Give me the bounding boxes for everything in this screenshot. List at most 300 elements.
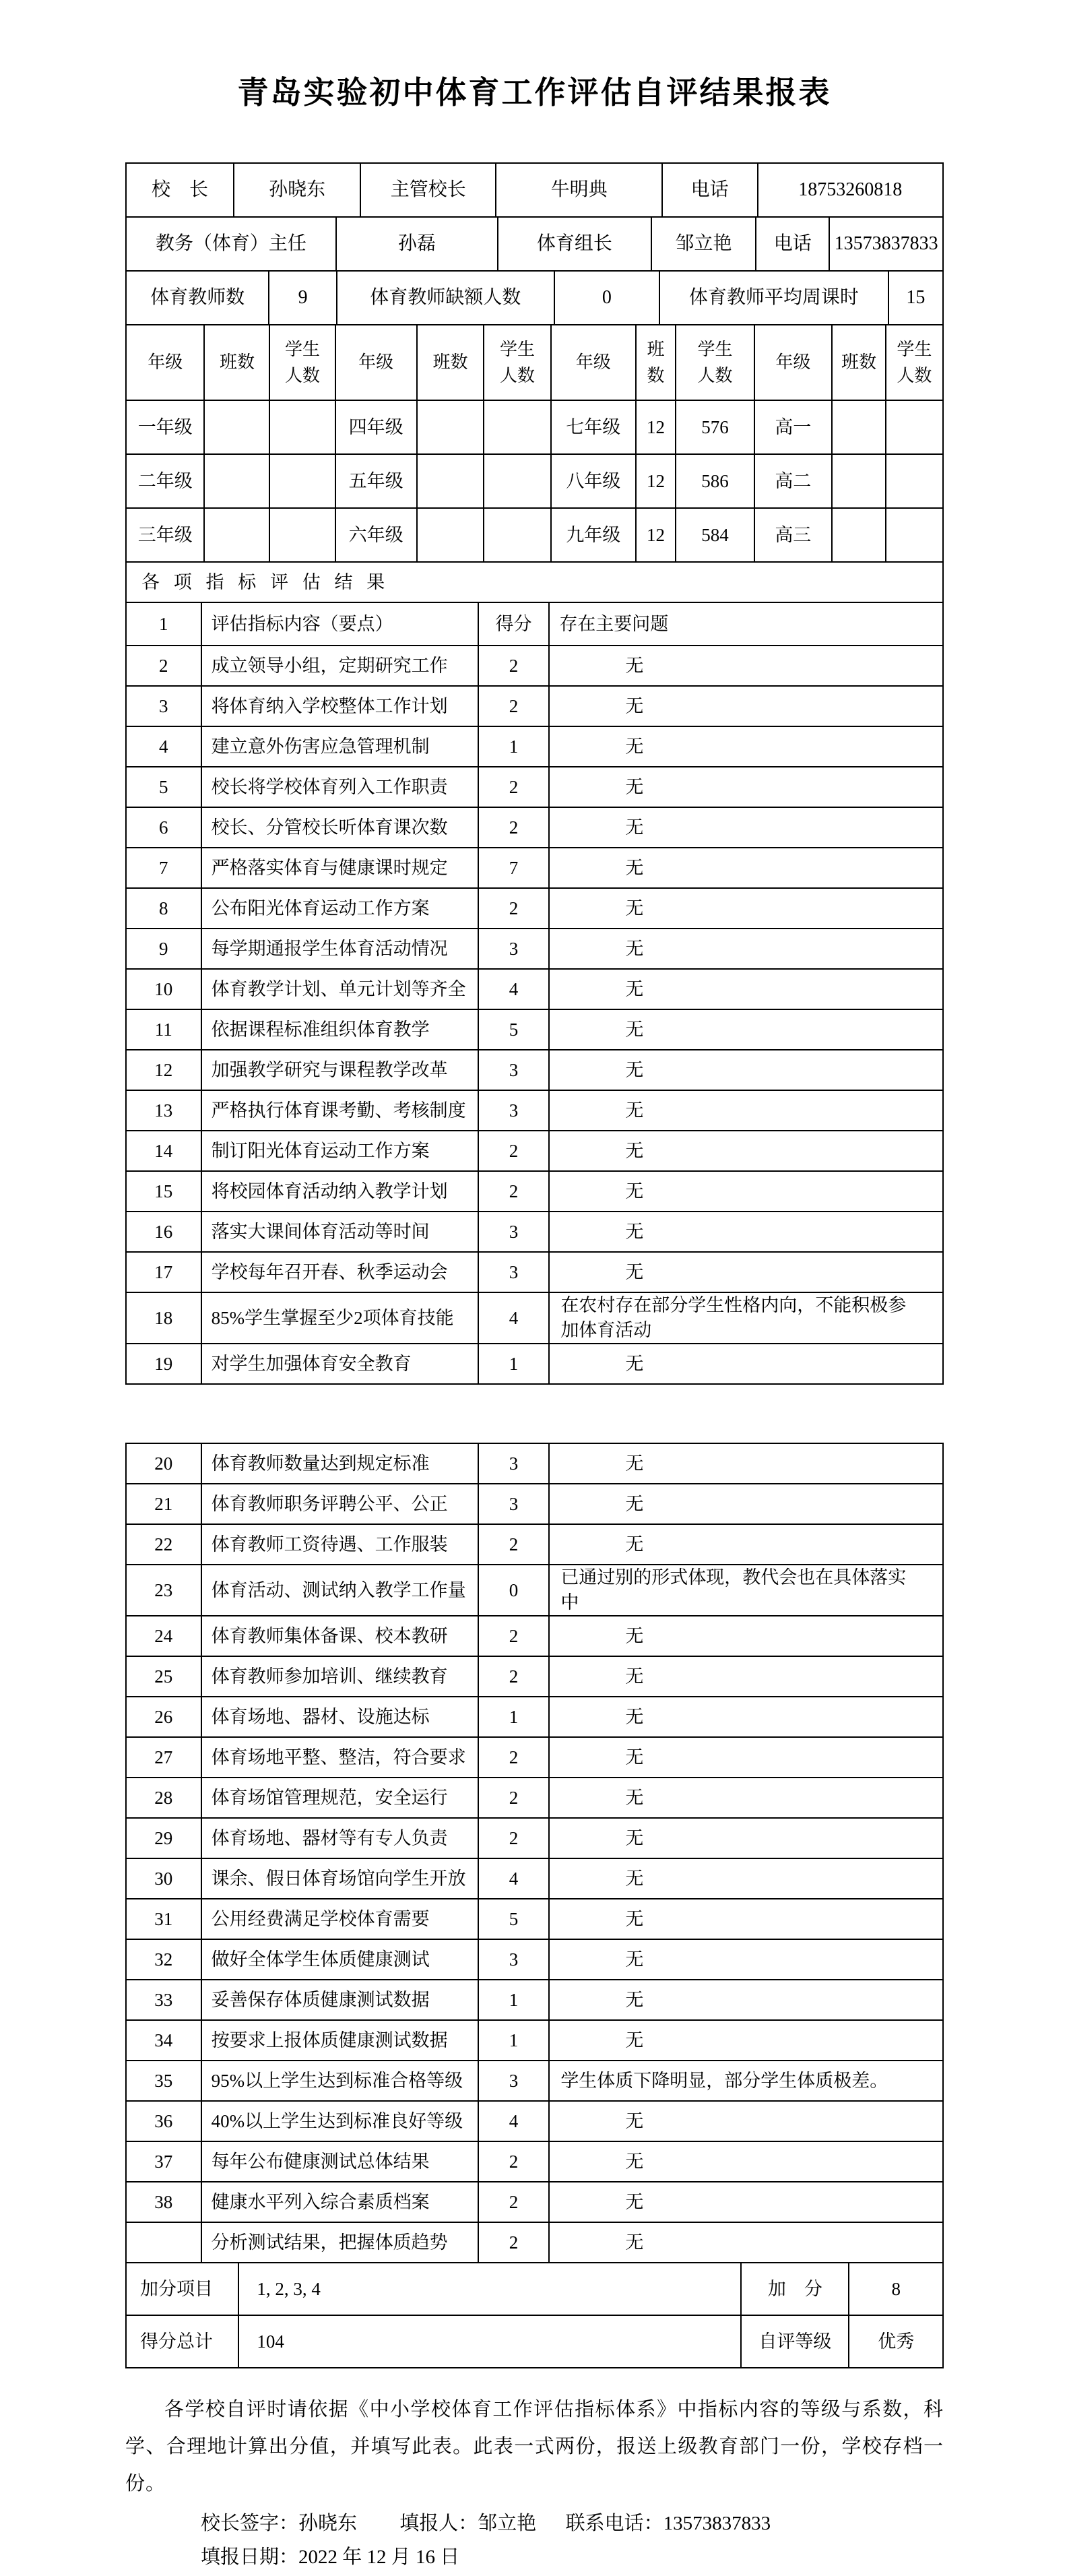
indicator-score: 3 — [478, 2060, 549, 2100]
indicator-no: 10 — [125, 968, 201, 1009]
indicator-content: 体育教师数量达到规定标准 — [201, 1443, 478, 1483]
indicator-no: 23 — [125, 1564, 201, 1615]
supervisor-label: 主管校长 — [360, 162, 495, 216]
indicator-score: 2 — [478, 807, 549, 847]
grade-cell: 八年级 — [550, 453, 635, 507]
indicator-problem: 无 — [548, 2100, 942, 2141]
indicator-score: 2 — [478, 1656, 549, 1696]
indicator-row — [125, 1211, 942, 1251]
grade-cell — [831, 400, 885, 453]
self-grade-value: 优秀 — [848, 2315, 942, 2367]
grade-cell: 五年级 — [335, 453, 416, 507]
indicator-score: 3 — [478, 1483, 549, 1523]
grade-cell: 12 — [635, 507, 675, 561]
indicator-problem: 无 — [548, 1979, 942, 2019]
indicator-row — [125, 1090, 942, 1130]
total-score-value: 104 — [238, 2315, 740, 2367]
grade-cell — [483, 507, 550, 561]
indicator-content: 加强教学研究与课程教学改革 — [201, 1049, 478, 1090]
info-row — [125, 216, 942, 270]
indicator-problem: 无 — [548, 1736, 942, 1777]
principal-sign-name: 孙晓东 — [298, 2512, 358, 2534]
grade-cell — [885, 507, 942, 561]
grade-cell: 一年级 — [125, 400, 203, 453]
grade-cell: 586 — [675, 453, 753, 507]
indicator-score: 3 — [478, 1939, 549, 1979]
evaluation-table-part2 — [125, 1443, 944, 2368]
indicator-score: 3 — [478, 928, 549, 968]
indicator-content: 做好全体学生体质健康测试 — [201, 1939, 478, 1979]
dean-label: 教务（体育）主任 — [125, 216, 335, 270]
indicator-problem: 无 — [548, 807, 942, 847]
indicator-score: 5 — [478, 1009, 549, 1049]
indicator-no: 30 — [125, 1858, 201, 1898]
indicator-content: 40%以上学生达到标准良好等级 — [201, 2100, 478, 2141]
indicator-no: 19 — [125, 1343, 201, 1383]
indicator-no: 13 — [125, 1090, 201, 1130]
contact-label: 联系电话： — [565, 2512, 663, 2534]
indicator-problem: 无 — [548, 766, 942, 807]
indicator-problem: 无 — [548, 1443, 942, 1483]
indicator-content: 成立领导小组，定期研究工作 — [201, 645, 478, 685]
principal-signature — [201, 2513, 357, 2534]
indicator-no-header: 1 — [125, 602, 201, 645]
indicator-score: 2 — [478, 2141, 549, 2181]
section-title: 各 项 指 标 评 估 结 果 — [125, 561, 942, 602]
score-header: 得分 — [478, 602, 549, 645]
indicator-content: 将校园体育活动纳入教学计划 — [201, 1170, 478, 1211]
grade-cell: 高二 — [754, 453, 831, 507]
grade-col-header: 学生人数 — [897, 339, 932, 385]
indicator-problem: 无 — [548, 1251, 942, 1292]
dean-name: 孙磊 — [335, 216, 497, 270]
section-title-row — [125, 561, 942, 602]
indicator-content: 体育教师工资待遇、工作服装 — [201, 1523, 478, 1564]
indicator-score: 2 — [478, 1777, 549, 1817]
indicator-score: 3 — [478, 1049, 549, 1090]
grade-cell: 三年级 — [125, 507, 203, 561]
indicator-score: 2 — [478, 645, 549, 685]
bonus-row — [125, 2262, 942, 2315]
indicator-score: 1 — [478, 726, 549, 766]
bonus-items-label: 加分项目 — [125, 2262, 238, 2315]
report-document — [125, 0, 944, 2570]
phone-value: 13573837833 — [829, 216, 942, 270]
indicator-problem: 无 — [548, 1130, 942, 1170]
indicator-row — [125, 685, 942, 726]
indicator-no: 37 — [125, 2141, 201, 2181]
indicator-content: 体育教师职务评聘公平、公正 — [201, 1483, 478, 1523]
indicator-problem: 无 — [548, 1049, 942, 1090]
indicator-content: 每年公布健康测试总体结果 — [201, 2141, 478, 2181]
indicator-no: 21 — [125, 1483, 201, 1523]
indicator-no: 4 — [125, 726, 201, 766]
indicator-content: 体育教师参加培训、继续教育 — [201, 1656, 478, 1696]
indicator-content: 将体育纳入学校整体工作计划 — [201, 685, 478, 726]
indicator-row — [125, 1443, 942, 1483]
indicator-no: 22 — [125, 1523, 201, 1564]
indicator-no: 38 — [125, 2181, 201, 2222]
indicator-problem: 无 — [548, 2181, 942, 2222]
contact-phone: 13573837833 — [663, 2512, 771, 2534]
indicator-no: 20 — [125, 1443, 201, 1483]
grade-cell: 12 — [635, 453, 675, 507]
indicator-score: 4 — [478, 968, 549, 1009]
indicator-no: 35 — [125, 2060, 201, 2100]
filler-label: 填报人： — [399, 2512, 478, 2534]
indicator-content: 体育场地、器材等有专人负责 — [201, 1817, 478, 1858]
indicator-problem: 无 — [548, 1939, 942, 1979]
indicator-problem: 无 — [548, 1211, 942, 1251]
indicator-content-header: 评估指标内容（要点） — [201, 602, 478, 645]
grade-cell: 12 — [635, 400, 675, 453]
indicator-problem: 无 — [548, 1523, 942, 1564]
indicator-row — [125, 1777, 942, 1817]
bonus-score-label: 加 分 — [740, 2262, 848, 2315]
instruction-note: 各学校自评时请依据《中小学校体育工作评估指标体系》中指标内容的等级与系数，科学、合理地计算出分值，并填写此表。此表一式两份，报送上级教育部门一份，学校存档一份。 — [125, 2398, 944, 2494]
indicator-problem: 无 — [548, 1343, 942, 1383]
indicator-row — [125, 1656, 942, 1696]
indicator-score: 2 — [478, 1817, 549, 1858]
grade-cell: 576 — [675, 400, 753, 453]
indicator-content: 建立意外伤害应急管理机制 — [201, 726, 478, 766]
indicator-content: 公用经费满足学校体育需要 — [201, 1898, 478, 1939]
grade-row — [125, 453, 942, 507]
grade-col-header: 班数 — [831, 324, 885, 400]
pe-leader-name: 邹立艳 — [651, 216, 755, 270]
indicator-score: 2 — [478, 1736, 549, 1777]
indicator-no: 31 — [125, 1898, 201, 1939]
bonus-score-value: 8 — [848, 2262, 942, 2315]
indicator-content: 制订阳光体育运动工作方案 — [201, 1130, 478, 1170]
grade-cell: 高三 — [754, 507, 831, 561]
indicator-row — [125, 887, 942, 928]
indicator-row — [125, 1049, 942, 1090]
grade-cell: 584 — [675, 507, 753, 561]
indicator-problem: 已通过别的形式体现，教代会也在具体落实中 — [548, 1564, 942, 1615]
indicator-problem: 无 — [548, 1090, 942, 1130]
indicator-row — [125, 2100, 942, 2141]
report-date: 2022 年 12 月 16 日 — [298, 2546, 460, 2568]
grade-cell — [416, 453, 483, 507]
indicator-content: 体育场地平整、整洁，符合要求 — [201, 1736, 478, 1777]
indicator-row — [125, 1858, 942, 1898]
indicator-content: 课余、假日体育场馆向学生开放 — [201, 1858, 478, 1898]
indicator-content: 对学生加强体育安全教育 — [201, 1343, 478, 1383]
grade-cell — [885, 453, 942, 507]
indicator-content: 85%学生掌握至少2项体育技能 — [201, 1292, 478, 1343]
indicator-content: 分析测试结果，把握体质趋势 — [201, 2222, 478, 2262]
principal-sign-label: 校长签字： — [201, 2512, 299, 2534]
grade-cell — [203, 400, 269, 453]
indicator-problem: 无 — [548, 685, 942, 726]
indicator-problem: 无 — [548, 726, 942, 766]
indicator-no: 17 — [125, 1251, 201, 1292]
grade-cell: 四年级 — [335, 400, 416, 453]
indicator-row — [125, 807, 942, 847]
indicator-problem: 无 — [548, 1009, 942, 1049]
indicator-content: 严格落实体育与健康课时规定 — [201, 847, 478, 887]
grade-col-header — [269, 324, 334, 400]
indicator-problem: 无 — [548, 887, 942, 928]
indicator-no: 34 — [125, 2019, 201, 2060]
indicator-no: 25 — [125, 1656, 201, 1696]
indicator-no: 5 — [125, 766, 201, 807]
indicator-score: 2 — [478, 1523, 549, 1564]
grade-col-header: 学生人数 — [697, 339, 733, 385]
grade-col-header: 班数 — [647, 339, 665, 385]
indicator-no: 26 — [125, 1696, 201, 1736]
grade-col-header: 班数 — [203, 324, 269, 400]
indicator-content: 体育教学计划、单元计划等齐全 — [201, 968, 478, 1009]
indicator-row — [125, 1736, 942, 1777]
grade-cell — [203, 507, 269, 561]
grade-col-header: 班数 — [416, 324, 483, 400]
indicator-score: 1 — [478, 1343, 549, 1383]
info-row — [125, 270, 942, 324]
indicator-score: 1 — [478, 1696, 549, 1736]
indicator-content: 公布阳光体育运动工作方案 — [201, 887, 478, 928]
indicator-problem: 在农村存在部分学生性格内向，不能积极参加体育活动 — [548, 1292, 942, 1343]
indicator-score: 7 — [478, 847, 549, 887]
grade-col-header: 年级 — [550, 324, 635, 400]
indicator-score: 1 — [478, 1979, 549, 2019]
indicator-row — [125, 847, 942, 887]
indicator-row — [125, 1696, 942, 1736]
indicator-no: 32 — [125, 1939, 201, 1979]
pe-teacher-vacancy-label: 体育教师缺额人数 — [336, 270, 554, 324]
indicator-no: 2 — [125, 645, 201, 685]
indicator-score: 2 — [478, 2222, 549, 2262]
indicator-content: 体育场地、器材、设施达标 — [201, 1696, 478, 1736]
date-line — [125, 2544, 944, 2570]
grade-row — [125, 507, 942, 561]
indicator-score: 1 — [478, 2019, 549, 2060]
grade-cell — [416, 400, 483, 453]
self-grade-label: 自评等级 — [740, 2315, 848, 2367]
grade-cell — [831, 453, 885, 507]
indicator-score: 2 — [478, 2181, 549, 2222]
indicator-no: 18 — [125, 1292, 201, 1343]
grade-cell: 六年级 — [335, 507, 416, 561]
principal-label: 校 长 — [125, 162, 233, 216]
indicator-content: 95%以上学生达到标准合格等级 — [201, 2060, 478, 2100]
grade-cell — [269, 400, 334, 453]
indicator-score: 2 — [478, 887, 549, 928]
indicator-no — [125, 2222, 201, 2262]
indicator-no: 8 — [125, 887, 201, 928]
indicator-problem: 无 — [548, 1817, 942, 1858]
indicator-content: 体育教师集体备课、校本教研 — [201, 1615, 478, 1656]
indicator-row — [125, 928, 942, 968]
indicator-row — [125, 1898, 942, 1939]
indicator-no: 14 — [125, 1130, 201, 1170]
phone-label: 电话 — [755, 216, 829, 270]
indicator-problem: 无 — [548, 928, 942, 968]
indicator-no: 11 — [125, 1009, 201, 1049]
indicator-row — [125, 1979, 942, 2019]
indicator-content: 校长将学校体育列入工作职责 — [201, 766, 478, 807]
grade-cell — [269, 453, 334, 507]
grade-cell: 七年级 — [550, 400, 635, 453]
indicator-problem: 无 — [548, 2019, 942, 2060]
indicator-no: 33 — [125, 1979, 201, 2019]
indicator-score: 3 — [478, 1090, 549, 1130]
indicator-score: 2 — [478, 1615, 549, 1656]
evaluation-table-part1 — [125, 162, 944, 1385]
grade-cell — [269, 507, 334, 561]
indicator-row — [125, 2019, 942, 2060]
indicator-problem: 无 — [548, 1615, 942, 1656]
grade-col-header: 学生人数 — [284, 339, 320, 385]
indicator-no: 24 — [125, 1615, 201, 1656]
problems-header: 存在主要问题 — [548, 602, 942, 645]
indicator-row — [125, 766, 942, 807]
indicator-row — [125, 2141, 942, 2181]
indicator-problem: 无 — [548, 2222, 942, 2262]
indicator-content: 落实大课间体育活动等时间 — [201, 1211, 478, 1251]
indicator-row — [125, 1009, 942, 1049]
indicator-problem: 无 — [548, 645, 942, 685]
indicator-no: 9 — [125, 928, 201, 968]
grade-col-header: 年级 — [754, 324, 831, 400]
indicator-no: 36 — [125, 2100, 201, 2141]
indicator-row — [125, 1292, 942, 1343]
grade-cell — [831, 507, 885, 561]
report-title: 青岛实验初中体育工作评估自评结果报表 — [237, 75, 832, 110]
indicator-row — [125, 2060, 942, 2100]
grade-col-header — [675, 324, 753, 400]
indicator-score: 2 — [478, 1130, 549, 1170]
indicator-row — [125, 1483, 942, 1523]
indicator-row — [125, 1170, 942, 1211]
grade-cell — [203, 453, 269, 507]
indicator-score: 5 — [478, 1898, 549, 1939]
indicator-problem: 无 — [548, 1777, 942, 1817]
signature-line — [125, 2511, 944, 2536]
indicator-row — [125, 726, 942, 766]
indicator-row — [125, 1251, 942, 1292]
indicator-no: 7 — [125, 847, 201, 887]
indicator-no: 16 — [125, 1211, 201, 1251]
indicator-no: 28 — [125, 1777, 201, 1817]
info-row — [125, 162, 942, 216]
indicator-problem: 无 — [548, 1696, 942, 1736]
indicator-score: 4 — [478, 1858, 549, 1898]
indicator-content: 校长、分管校长听体育课次数 — [201, 807, 478, 847]
indicator-score: 2 — [478, 685, 549, 726]
indicator-score: 3 — [478, 1251, 549, 1292]
indicator-problem: 无 — [548, 1656, 942, 1696]
indicator-score: 3 — [478, 1211, 549, 1251]
indicator-content: 依据课程标准组织体育教学 — [201, 1009, 478, 1049]
grade-cell: 高一 — [754, 400, 831, 453]
total-row — [125, 2315, 942, 2367]
indicator-content: 体育活动、测试纳入教学工作量 — [201, 1564, 478, 1615]
indicator-content: 健康水平列入综合素质档案 — [201, 2181, 478, 2222]
indicator-header-row — [125, 602, 942, 645]
indicator-score: 3 — [478, 1443, 549, 1483]
indicator-content: 按要求上报体质健康测试数据 — [201, 2019, 478, 2060]
supervisor-name: 牛明典 — [495, 162, 661, 216]
indicator-problem: 无 — [548, 1483, 942, 1523]
indicator-row — [125, 1939, 942, 1979]
indicator-problem: 无 — [548, 1898, 942, 1939]
indicator-score: 2 — [478, 1170, 549, 1211]
indicator-problem: 无 — [548, 968, 942, 1009]
indicator-row — [125, 1343, 942, 1383]
indicator-content: 严格执行体育课考勤、考核制度 — [201, 1090, 478, 1130]
grade-col-header — [635, 324, 675, 400]
indicator-row — [125, 1817, 942, 1858]
phone-label: 电话 — [661, 162, 757, 216]
indicator-no: 29 — [125, 1817, 201, 1858]
indicator-no: 12 — [125, 1049, 201, 1090]
pe-avg-periods: 15 — [888, 270, 942, 324]
indicator-row — [125, 1564, 942, 1615]
bonus-items-value: 1, 2, 3, 4 — [238, 2262, 740, 2315]
indicator-score: 0 — [478, 1564, 549, 1615]
indicator-row — [125, 1615, 942, 1656]
grade-col-header — [483, 324, 550, 400]
indicator-content: 妥善保存体质健康测试数据 — [201, 1979, 478, 2019]
phone-value: 18753260818 — [757, 162, 942, 216]
indicator-row — [125, 1130, 942, 1170]
grade-cell: 二年级 — [125, 453, 203, 507]
indicator-row — [125, 645, 942, 685]
indicator-problem: 无 — [548, 1170, 942, 1211]
indicator-content: 每学期通报学生体育活动情况 — [201, 928, 478, 968]
grade-row — [125, 400, 942, 453]
pe-teacher-vacancy: 0 — [554, 270, 659, 324]
pe-leader-label: 体育组长 — [497, 216, 651, 270]
grade-cell — [885, 400, 942, 453]
indicator-no: 3 — [125, 685, 201, 726]
indicator-row — [125, 1523, 942, 1564]
indicator-score: 4 — [478, 1292, 549, 1343]
grade-col-header: 学生人数 — [499, 339, 535, 385]
indicator-content: 体育场馆管理规范，安全运行 — [201, 1777, 478, 1817]
principal-name: 孙晓东 — [233, 162, 360, 216]
indicator-problem: 无 — [548, 847, 942, 887]
filler-name: 邹立艳 — [478, 2512, 537, 2534]
indicator-problem: 无 — [548, 1858, 942, 1898]
date-label: 填报日期： — [201, 2546, 299, 2568]
indicator-score: 4 — [478, 2100, 549, 2141]
grade-col-header — [885, 324, 942, 400]
indicator-no: 6 — [125, 807, 201, 847]
grade-header-row — [125, 324, 942, 400]
grade-col-header: 年级 — [335, 324, 416, 400]
indicator-no: 15 — [125, 1170, 201, 1211]
indicator-row — [125, 2181, 942, 2222]
indicator-score: 2 — [478, 766, 549, 807]
grade-cell — [483, 400, 550, 453]
contact-info — [566, 2513, 771, 2534]
indicator-problem: 无 — [548, 2141, 942, 2181]
filler-info — [399, 2513, 536, 2534]
grade-col-header: 年级 — [125, 324, 203, 400]
grade-cell — [483, 453, 550, 507]
pe-teacher-count-label: 体育教师数 — [125, 270, 268, 324]
grade-cell — [416, 507, 483, 561]
pe-avg-periods-label: 体育教师平均周课时 — [659, 270, 888, 324]
indicator-content: 学校每年召开春、秋季运动会 — [201, 1251, 478, 1292]
pe-teacher-count: 9 — [268, 270, 336, 324]
indicator-no: 27 — [125, 1736, 201, 1777]
indicator-problem: 学生体质下降明显，部分学生体质极差。 — [548, 2060, 942, 2100]
indicator-row — [125, 2222, 942, 2262]
